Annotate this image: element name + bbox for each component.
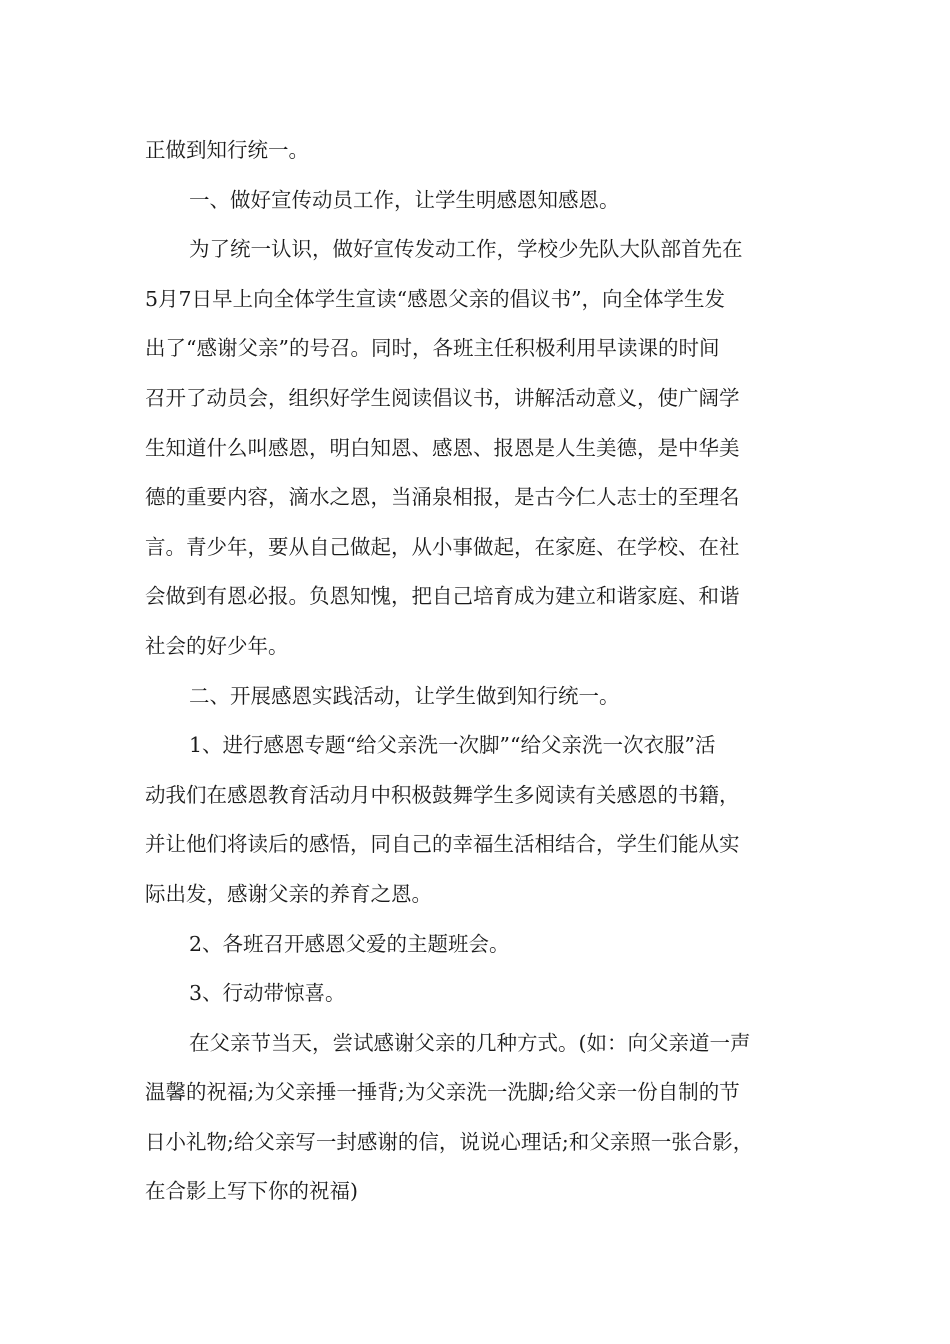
text-line: 为了统一认识，做好宣传发动工作，学校少先队大队部首先在: [189, 237, 743, 262]
text-line: 温馨的祝福;为父亲捶一捶背;为父亲洗一洗脚;给父亲一份自制的节: [145, 1080, 740, 1105]
text-line: 在父亲节当天，尝试感谢父亲的几种方式。(如：向父亲道一声: [189, 1030, 751, 1055]
text-line: 正做到知行统一。: [145, 138, 309, 162]
section-heading: 二、开展感恩实践活动，让学生做到知行统一。: [189, 683, 620, 708]
text-line: 言。青少年，要从自己做起，从小事做起，在家庭、在学校、在社: [145, 534, 740, 559]
list-item: 2、各班召开感恩父爱的主题班会。: [189, 931, 510, 956]
text-line: 生知道什么叫感恩，明白知恩、感恩、报恩是人生美德，是中华美: [145, 435, 740, 460]
text-line: 1、进行感恩专题“给父亲洗一次脚”“给父亲洗一次衣服”活: [189, 733, 716, 758]
text-line: 5月7日早上向全体学生宣读“感恩父亲的倡议书”，向全体学生发: [145, 286, 726, 311]
text-line: 并让他们将读后的感悟，同自己的幸福生活相结合，学生们能从实: [145, 832, 740, 857]
text-line: 德的重要内容，滴水之恩，当涌泉相报，是古今仁人志士的至理名: [145, 485, 740, 510]
text-line: 日小礼物;给父亲写一封感谢的信，说说心理话;和父亲照一张合影，: [145, 1129, 754, 1154]
text-line: 际出发，感谢父亲的养育之恩。: [145, 881, 432, 906]
text-line: 动我们在感恩教育活动月中积极鼓舞学生多阅读有关感恩的书籍，: [145, 782, 740, 807]
document-body: [145, 126, 805, 1217]
text-line: 社会的好少年。: [145, 633, 289, 658]
text-line: 召开了动员会，组织好学生阅读倡议书，讲解活动意义，使广阔学: [145, 385, 740, 410]
section-heading: 一、做好宣传动员工作，让学生明感恩知感恩。: [189, 187, 620, 212]
list-item: 3、行动带惊喜。: [189, 981, 346, 1006]
text-line: 出了“感谢父亲”的号召。同时，各班主任积极利用早读课的时间: [145, 336, 720, 361]
text-line: 在合影上写下你的祝福): [145, 1179, 358, 1204]
text-line: 会做到有恩必报。负恩知愧，把自己培育成为建立和谐家庭、和谐: [145, 584, 740, 609]
